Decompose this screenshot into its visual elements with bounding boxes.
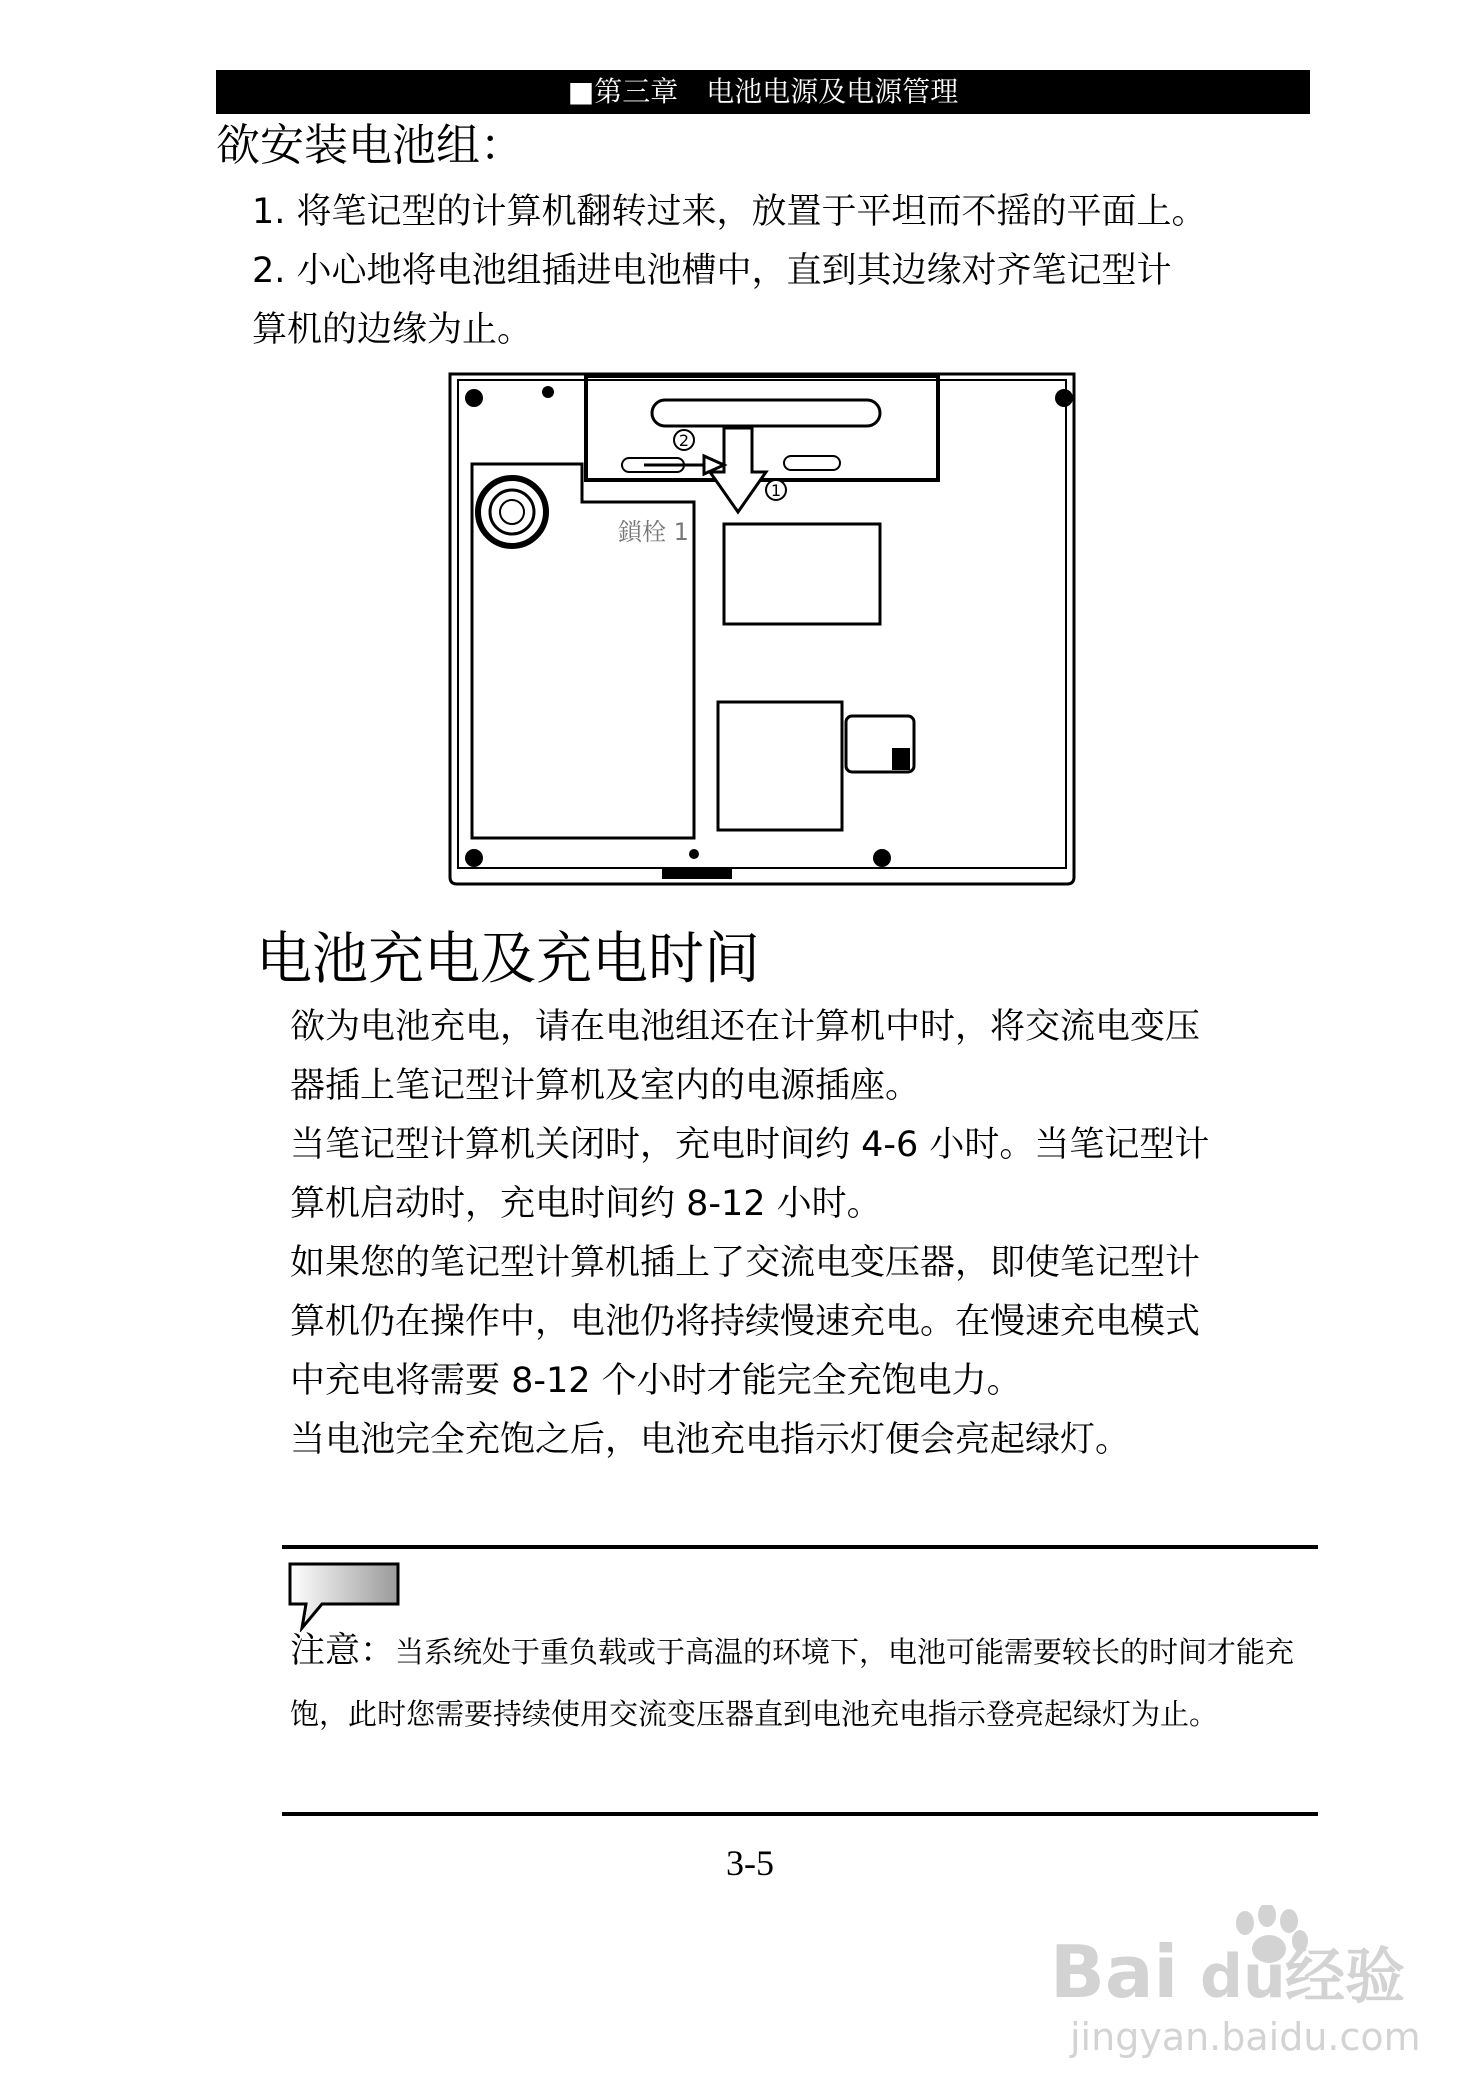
note-bottom-rule — [282, 1812, 1318, 1816]
down-arrow-icon — [710, 428, 766, 512]
fan — [478, 478, 546, 546]
screw-icon — [465, 849, 483, 867]
charging-line: 欲为电池充电，请在电池组还在计算机中时，将交流电变压 — [290, 1007, 1201, 1047]
install-heading: 欲安装电池组： — [216, 120, 524, 171]
charging-line: 如果您的笔记型计算机插上了交流电变压器，即使笔记型计 — [290, 1243, 1201, 1283]
note-text: 当系统处于重负载或于高温的环境下，电池可能需要较长的时间才能充饱，此时您需要持续使用交流变压器直到电池充电指示登亮起绿灯为止。 — [290, 1635, 1295, 1731]
latch — [662, 867, 732, 879]
screw-icon — [873, 849, 891, 867]
watermark-suffix: 经验 — [1285, 1942, 1405, 2012]
svg-text:du: du — [1200, 1942, 1286, 2012]
lock-label: 鎖栓 1 — [618, 518, 689, 546]
note-top-rule — [282, 1545, 1318, 1549]
screw-icon — [1055, 389, 1073, 407]
note-block — [290, 1620, 1320, 1745]
charging-line: 当笔记型计算机关闭时，充电时间约 4-6 小时。当笔记型计 — [290, 1125, 1210, 1165]
marker-1: 1 — [770, 481, 782, 500]
chapter-header-bar: ■第三章 电池电源及电源管理 — [216, 70, 1310, 114]
install-step-2-line-1: 2. 小心地将电池组插进电池槽中，直到其边缘对齐笔记型计 — [252, 251, 1172, 291]
hdd-cover — [718, 702, 842, 830]
memory-cover — [724, 524, 880, 624]
install-step-2-line-2: 算机的边缘为止。 — [252, 310, 533, 350]
page-number: 3-5 — [726, 1843, 774, 1883]
watermark-brand: Bai — [1050, 1930, 1179, 2014]
laptop-underside-diagram — [442, 372, 1082, 896]
note-label: 注意： — [290, 1631, 396, 1671]
charging-line: 算机仍在操作中，电池仍将持续慢速充电。在慢速充电模式 — [290, 1302, 1201, 1342]
laptop-outline — [450, 374, 1074, 884]
screw-icon — [689, 849, 699, 859]
watermark-url: jingyan.baidu.com — [1070, 2015, 1421, 2059]
battery-bay — [586, 376, 938, 480]
marker-2: 2 — [678, 431, 690, 450]
screw-icon — [542, 386, 554, 398]
release-switch — [784, 456, 840, 470]
baidu-watermark — [1050, 1905, 1430, 2065]
charging-line: 算机启动时，充电时间约 8-12 小时。 — [290, 1184, 882, 1224]
charging-line: 中充电将需要 8-12 个小时才能完全充饱电力。 — [290, 1361, 1022, 1401]
install-step-1: 1. 将笔记型的计算机翻转过来，放置于平坦而不摇的平面上。 — [252, 192, 1207, 232]
charging-heading: 电池充电及充电时间 — [256, 927, 760, 992]
battery-slot — [652, 400, 880, 426]
charging-line: 器插上笔记型计算机及室内的电源插座。 — [290, 1066, 921, 1106]
screw-icon — [465, 389, 483, 407]
charging-line: 当电池完全充饱之后，电池充电指示灯便会亮起绿灯。 — [290, 1420, 1131, 1460]
